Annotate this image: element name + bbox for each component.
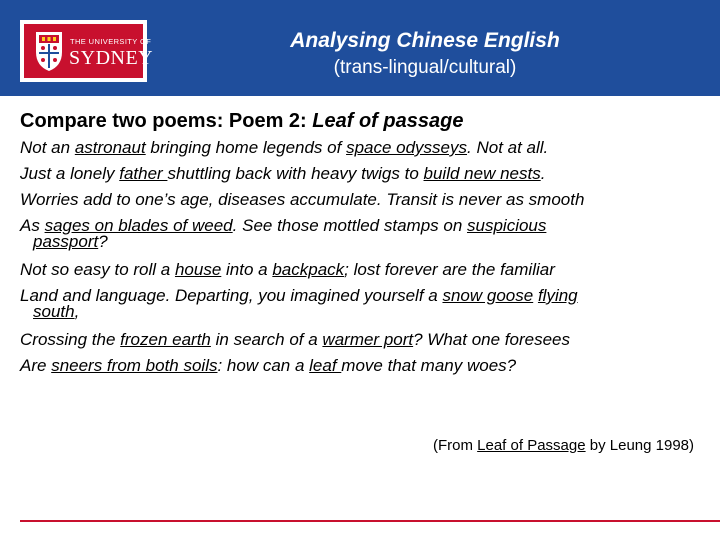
poem-line [20,166,700,182]
line-continuation [20,304,700,320]
underlined-phrase: passport [33,232,99,251]
poem-line [20,140,700,156]
underlined-phrase: sages on blades of weed [44,216,233,235]
text-segment: . Not at all. [467,138,549,157]
poem-line [20,262,700,278]
text-segment: As [20,216,45,235]
underlined-phrase: sneers from both soils [51,356,218,375]
text-segment: Not so easy to roll a [20,260,175,279]
underlined-phrase: snow goose [442,286,534,305]
header-banner [0,0,720,96]
text-segment: . See those mottled stamps on [232,216,468,235]
text-segment: Not an [20,138,75,157]
poem-line [20,358,700,374]
poem-line [20,288,700,320]
text-segment: move that many woes? [341,356,517,375]
underlined-phrase: astronaut [74,138,146,157]
university-logo[interactable] [20,20,154,82]
poem-line [20,332,700,348]
text-segment: Are [20,356,52,375]
text-segment: by Leung 1998) [585,437,694,454]
poem-line [20,218,700,250]
text-segment: ? What one foresees [413,330,570,349]
source-title: Leaf of Passage [477,437,586,454]
text-segment: in search of a [210,330,323,349]
underlined-phrase: frozen earth [120,330,211,349]
text-segment: ? [98,232,108,251]
crest-icon [34,30,64,72]
slide-heading [20,110,463,133]
text-segment: bringing home legends of [145,138,347,157]
heading-prefix: Compare two poems: Poem 2: [20,110,313,132]
text-segment: . [540,164,546,183]
text-segment: into a [221,260,273,279]
logo-small-text: THE UNIVERSITY OF [70,37,152,46]
underlined-phrase: space odysseys [346,138,468,157]
underlined-phrase: flying [537,286,578,305]
underlined-phrase: father [119,164,168,183]
logo-panel [24,24,154,78]
underlined-phrase: south [33,302,75,321]
underlined-phrase: warmer port [322,330,414,349]
text-segment: , [74,302,80,321]
underlined-phrase: build new nests [423,164,541,183]
text-segment: Land and language. Departing, you imagined yourself a [20,286,443,305]
page-title: Analysing Chinese English [290,29,560,52]
text-segment: Just a lonely [20,164,120,183]
underlined-phrase: leaf [309,356,342,375]
logo-name: SYDNEY [69,47,154,69]
underlined-phrase: backpack [272,260,345,279]
footer-divider [20,520,720,522]
text-segment: (From [432,437,478,454]
underlined-phrase: suspicious [467,216,547,235]
heading-poem-title: Leaf of passage [312,110,464,132]
source-citation [433,437,694,454]
line-continuation [20,234,700,250]
text-segment: shuttling back with heavy twigs to [167,164,424,183]
poem-line: Worries add to one’s age, diseases accumulate. Transit is never as smooth [20,190,585,209]
underlined-phrase: house [174,260,222,279]
text-segment: ; lost forever are the familiar [344,260,555,279]
text-segment: Crossing the [20,330,121,349]
poem-text [20,140,700,384]
page-subtitle: (trans-lingual/cultural) [333,57,517,78]
text-segment: : how can a [217,356,310,375]
